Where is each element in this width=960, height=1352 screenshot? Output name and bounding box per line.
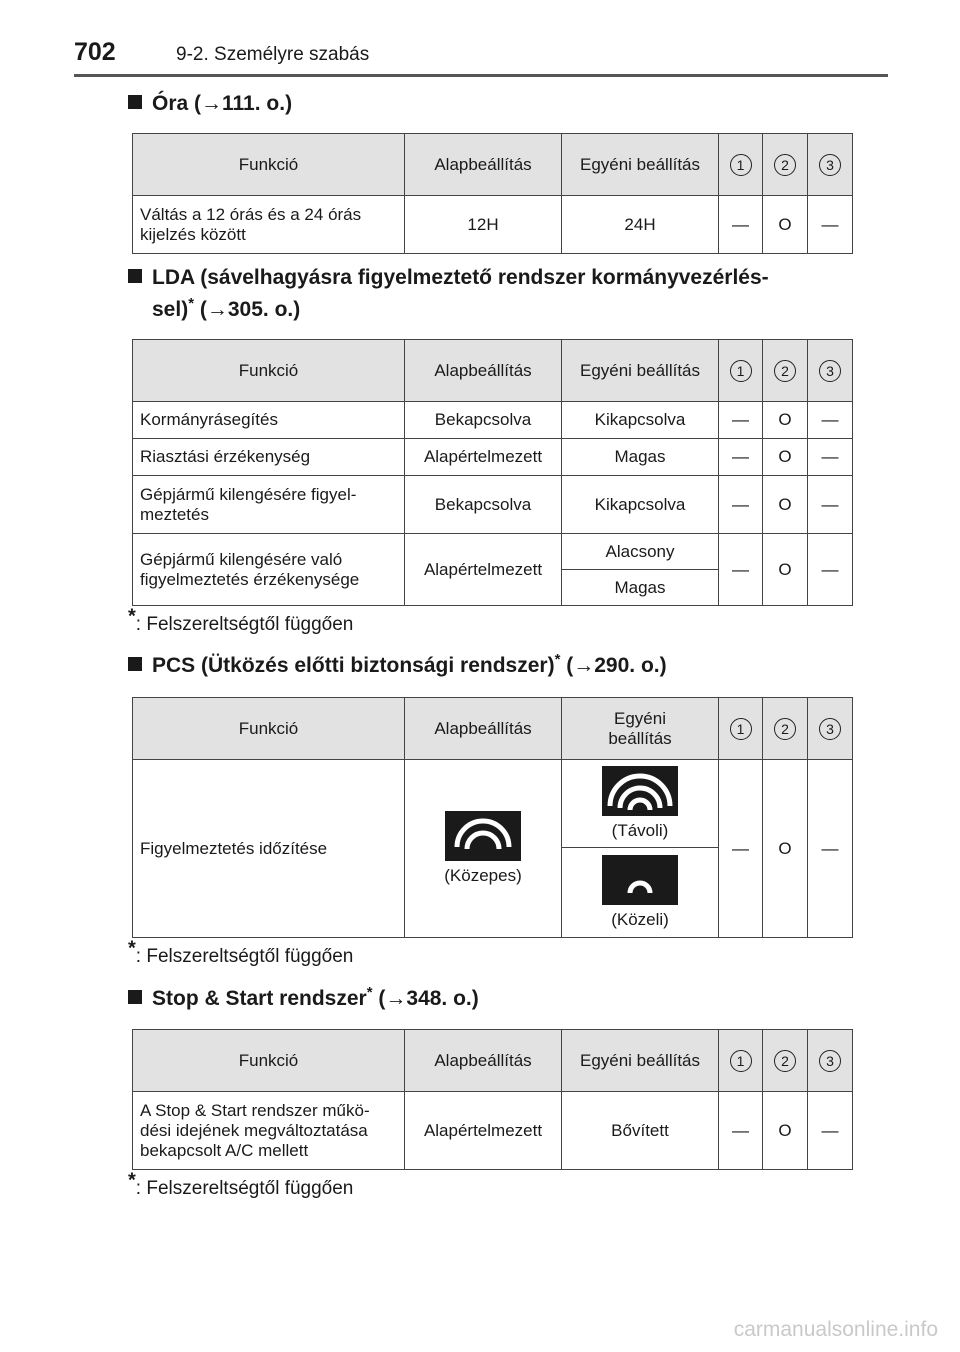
section-title-lda: LDA (sávelhagyásra figyelmeztető rendszer kormányvezérlés- sel)* (→305. o.) [128, 262, 848, 326]
circled-3-icon: 3 [819, 154, 841, 176]
alap-cell: Alapértelmezett [405, 1092, 562, 1170]
icon-caption: (Közeli) [611, 910, 669, 929]
alap-cell [405, 760, 562, 938]
col-3 [808, 340, 853, 402]
col-egyeni: Egyéni beállítás [562, 698, 719, 760]
section-title-pcs: PCS (Ütközés előtti biztonsági rendszer)* (→290. o.) [128, 650, 848, 682]
mark-1: — [719, 439, 763, 476]
mark-3: — [808, 1092, 853, 1170]
circled-2-icon: 2 [774, 1050, 796, 1072]
col-2 [763, 340, 808, 402]
col-2 [763, 134, 808, 196]
alap-cell: Alapértelmezett [405, 534, 562, 606]
mark-2: O [763, 196, 808, 254]
table-row [133, 439, 853, 476]
mark-2: O [763, 439, 808, 476]
circled-3-icon: 3 [819, 718, 841, 740]
col-alapbeallitas: Alapbeállítás [405, 1030, 562, 1092]
col-funkcio: Funkció [133, 698, 405, 760]
page-number: 702 [74, 38, 116, 66]
col-egyeni: Egyéni beállítás [562, 1030, 719, 1092]
table-header-row [133, 1030, 853, 1092]
mark-2: O [763, 760, 808, 938]
func-cell: Figyelmeztetés időzítése [133, 760, 405, 938]
col-1 [719, 1030, 763, 1092]
col-3 [808, 698, 853, 760]
watermark: carmanualsonline.info [733, 1318, 938, 1341]
table-stop-start [132, 1029, 853, 1170]
table-row [133, 760, 853, 848]
table-row [133, 534, 853, 570]
egyeni-cell-a [562, 760, 719, 848]
col-3 [808, 1030, 853, 1092]
table-row [133, 476, 853, 534]
mark-2: O [763, 534, 808, 606]
warning-timing-near-icon [602, 855, 678, 905]
egyeni-cell: Kikapcsolva [562, 476, 719, 534]
col-2 [763, 698, 808, 760]
col-3 [808, 134, 853, 196]
mark-1: — [719, 402, 763, 439]
square-bullet-icon [128, 990, 142, 1004]
col-alapbeallitas: Alapbeállítás [405, 134, 562, 196]
square-bullet-icon [128, 269, 142, 283]
func-cell: Váltás a 12 órás és a 24 órás kijelzés között [133, 196, 405, 254]
footnote: *: Felszereltségtől függően [128, 937, 354, 967]
circled-1-icon: 1 [730, 154, 752, 176]
circled-3-icon: 3 [819, 360, 841, 382]
chapter-title: 9-2. Személyre szabás [176, 44, 370, 65]
mark-1: — [719, 534, 763, 606]
mark-2: O [763, 1092, 808, 1170]
col-egyeni: Egyéni beállítás [562, 340, 719, 402]
egyeni-cell-b [562, 848, 719, 938]
egyeni-cell: Bővített [562, 1092, 719, 1170]
alap-cell: Alapértelmezett [405, 439, 562, 476]
page-header [0, 0, 960, 80]
col-2 [763, 1030, 808, 1092]
alap-cell: Bekapcsolva [405, 402, 562, 439]
circled-1-icon: 1 [730, 1050, 752, 1072]
circled-1-icon: 1 [730, 718, 752, 740]
func-cell: A Stop & Start rendszer műkö- dési idejének megváltoztatása bekapcsolt A/C mellett [133, 1092, 405, 1170]
table-header-row [133, 340, 853, 402]
col-alapbeallitas: Alapbeállítás [405, 698, 562, 760]
mark-2: O [763, 402, 808, 439]
egyeni-cell: 24H [562, 196, 719, 254]
header-divider [74, 74, 888, 77]
mark-3: — [808, 534, 853, 606]
circled-1-icon: 1 [730, 360, 752, 382]
mark-1: — [719, 760, 763, 938]
mark-3: — [808, 476, 853, 534]
func-cell: Kormányrásegítés [133, 402, 405, 439]
table-row [133, 1092, 853, 1170]
section-title-ora: Óra (→111. o.) [128, 88, 848, 120]
warning-timing-medium-icon [445, 811, 521, 861]
alap-cell: Bekapcsolva [405, 476, 562, 534]
table-pcs [132, 697, 853, 938]
mark-3: — [808, 760, 853, 938]
col-1 [719, 134, 763, 196]
mark-1: — [719, 1092, 763, 1170]
table-header-row [133, 134, 853, 196]
circled-2-icon: 2 [774, 360, 796, 382]
mark-3: — [808, 402, 853, 439]
mark-3: — [808, 439, 853, 476]
egyeni-cell-b: Magas [562, 570, 719, 606]
circled-2-icon: 2 [774, 718, 796, 740]
col-funkcio: Funkció [133, 1030, 405, 1092]
func-cell: Gépjármű kilengésére figyel- meztetés [133, 476, 405, 534]
section-title-stop-start: Stop & Start rendszer* (→348. o.) [128, 983, 848, 1015]
table-ora [132, 133, 853, 254]
mark-2: O [763, 476, 808, 534]
square-bullet-icon [128, 95, 142, 109]
col-1 [719, 698, 763, 760]
circled-2-icon: 2 [774, 154, 796, 176]
table-lda [132, 339, 853, 606]
col-egyeni: Egyéni beállítás [562, 134, 719, 196]
egyeni-cell-a: Alacsony [562, 534, 719, 570]
alap-cell: 12H [405, 196, 562, 254]
egyeni-cell: Magas [562, 439, 719, 476]
icon-caption: (Távoli) [611, 821, 669, 840]
mark-1: — [719, 476, 763, 534]
mark-3: — [808, 196, 853, 254]
table-row [133, 196, 853, 254]
func-cell: Riasztási érzékenység [133, 439, 405, 476]
table-header-row [133, 698, 853, 760]
circled-3-icon: 3 [819, 1050, 841, 1072]
table-row [133, 402, 853, 439]
footnote: *: Felszereltségtől függően [128, 605, 354, 635]
warning-timing-far-icon [602, 766, 678, 816]
col-1 [719, 340, 763, 402]
col-alapbeallitas: Alapbeállítás [405, 340, 562, 402]
egyeni-cell: Kikapcsolva [562, 402, 719, 439]
square-bullet-icon [128, 657, 142, 671]
icon-caption: (Közepes) [444, 866, 522, 885]
mark-1: — [719, 196, 763, 254]
func-cell: Gépjármű kilengésére való figyelmeztetés érzékenysége [133, 534, 405, 606]
col-funkcio: Funkció [133, 134, 405, 196]
footnote: *: Felszereltségtől függően [128, 1169, 354, 1199]
col-funkcio: Funkció [133, 340, 405, 402]
